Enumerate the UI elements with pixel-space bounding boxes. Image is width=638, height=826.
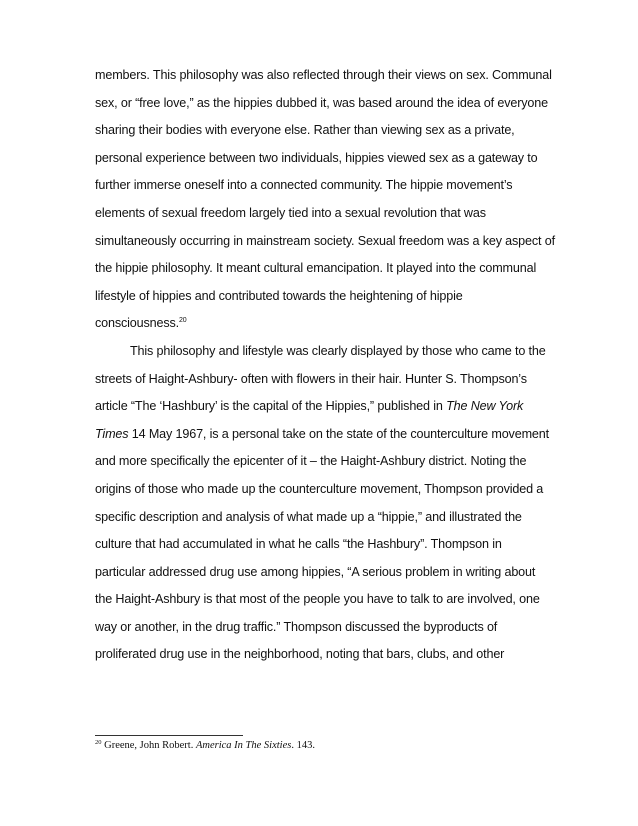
text-line: simultaneously occurring in mainstream society. Sexual freedom was a key aspect of xyxy=(95,233,555,248)
footnote-reference: 20 xyxy=(179,317,187,325)
text-line: origins of those who made up the counterculture movement, Thompson provided a xyxy=(95,481,544,496)
text-line: particular addressed drug use among hippies, “A serious problem in writing about xyxy=(95,564,536,579)
paragraph-first-line: This philosophy and lifestyle was clearly displayed by those who came to the xyxy=(130,343,546,358)
text-line: members. This philosophy was also reflected through their views on sex. Communal xyxy=(95,68,552,82)
publication-title: The New York xyxy=(446,399,524,414)
text-line: way or another, in the drug traffic.” Thompson discussed the byproducts of xyxy=(95,619,498,634)
text-line xyxy=(95,310,547,338)
text-line: culture that had accumulated in what he calls “the Hashbury”. Thompson in xyxy=(95,537,502,552)
text-line: lifestyle of hippies and contributed towards the heightening of hippie xyxy=(95,288,463,303)
text-line: the hippie philosophy. It meant cultural emancipation. It played into the communal xyxy=(95,261,537,276)
text-line: elements of sexual freedom largely tied into a sexual revolution that was xyxy=(95,205,486,220)
text-line: personal experience between two individuals, hippies viewed sex as a gateway to xyxy=(95,150,538,165)
text-line: the Haight-Ashbury is that most of the people you have to talk to are involved, one xyxy=(95,592,540,607)
line-text: consciousness. xyxy=(95,316,180,331)
text-line: sharing their bodies with everyone else. Rather than viewing sex as a private, xyxy=(95,123,515,138)
footnote-divider xyxy=(95,735,243,736)
text-line xyxy=(95,421,547,449)
footnote xyxy=(95,739,547,753)
footnote-page: . 143. xyxy=(291,740,315,751)
line-text: 14 May 1967, is a personal take on the state of the counterculture movement xyxy=(128,426,549,441)
footnote-number: 20 xyxy=(95,739,102,746)
publication-title: Times xyxy=(95,426,129,441)
footnote-text: Greene, John Robert. xyxy=(101,740,196,751)
text-line: streets of Haight-Ashbury- often with flowers in their hair. Hunter S. Thompson’s xyxy=(95,371,527,386)
line-text: article “The ‘Hashbury’ is the capital of the Hippies,” published in xyxy=(95,399,447,414)
text-line: and more specifically the epicenter of it – the Haight-Ashbury district. Noting the xyxy=(95,454,527,469)
footnote-book-title: America In The Sixties xyxy=(195,740,292,751)
text-line: sex, or “free love,” as the hippies dubbed it, was based around the idea of everyone xyxy=(95,95,548,110)
text-line: specific description and analysis of what made up a “hippie,” and illustrated the xyxy=(95,509,522,524)
body-text xyxy=(95,62,555,669)
text-line: further immerse oneself into a connected community. The hippie movement’s xyxy=(95,178,513,193)
text-line xyxy=(95,393,547,421)
text-line: proliferated drug use in the neighborhood, noting that bars, clubs, and other xyxy=(95,647,505,662)
